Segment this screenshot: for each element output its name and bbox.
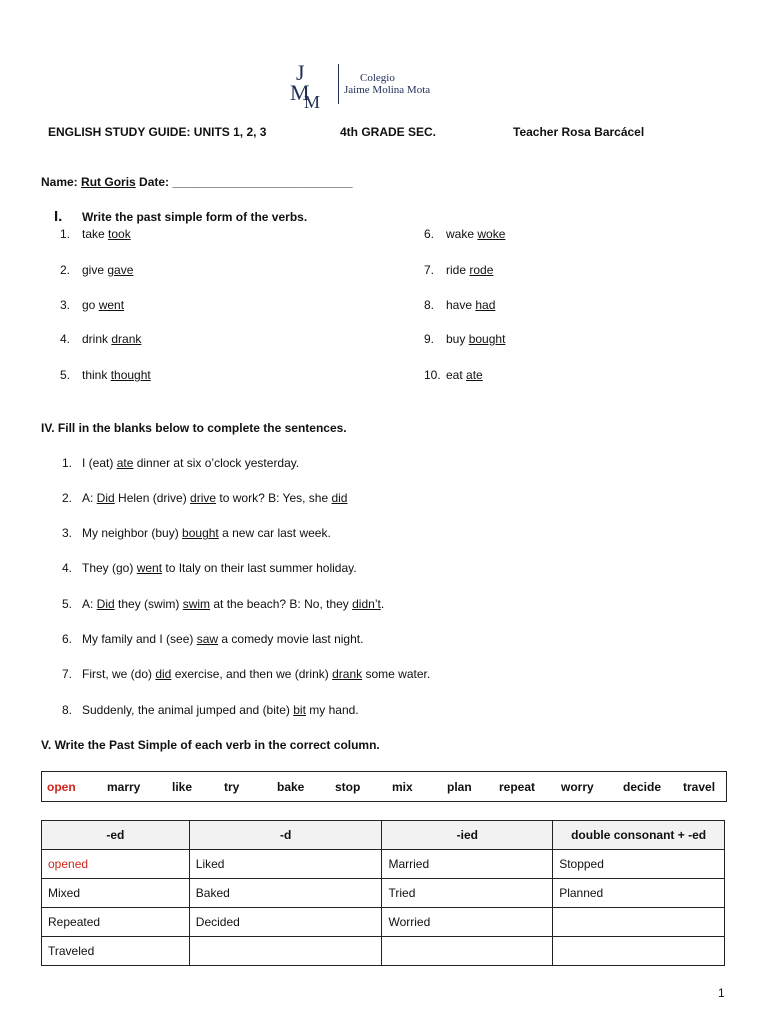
sentence-fragment: some water. bbox=[362, 667, 431, 681]
word-bank-item: like bbox=[172, 780, 193, 794]
word-bank-item: plan bbox=[447, 780, 472, 794]
verb-item-number: 2. bbox=[60, 263, 71, 277]
verb-item bbox=[82, 263, 133, 277]
sentence-fragment: I (eat) bbox=[82, 456, 117, 470]
section5-title: V. Write the Past Simple of each verb in the correct column. bbox=[41, 738, 380, 752]
sentence-number: 8. bbox=[62, 703, 73, 717]
section1-numeral: I. bbox=[54, 208, 63, 225]
sentence-text bbox=[82, 561, 357, 575]
sentence-fragment: . bbox=[380, 597, 385, 611]
sentence-number: 3. bbox=[62, 526, 73, 540]
answer-blank: went bbox=[136, 561, 163, 575]
verb-base: have bbox=[446, 298, 473, 312]
guide-title: ENGLISH STUDY GUIDE: UNITS 1, 2, 3 bbox=[48, 125, 267, 139]
verb-item-number: 1. bbox=[60, 227, 71, 241]
answer-blank: Did bbox=[96, 597, 115, 611]
verb-item-number: 8. bbox=[424, 298, 435, 312]
column-header: -d bbox=[189, 821, 382, 850]
table-cell: Worried bbox=[382, 908, 553, 937]
column-header: double consonant + -ed bbox=[553, 821, 725, 850]
verb-item-number: 9. bbox=[424, 332, 435, 346]
verb-answer: gave bbox=[107, 263, 134, 277]
svg-text:J: J bbox=[296, 60, 305, 85]
verb-answer: ate bbox=[466, 368, 483, 382]
verb-item-number: 10. bbox=[424, 368, 441, 382]
teacher-label: Teacher Rosa Barcácel bbox=[513, 125, 645, 139]
sentence-fragment: They (go) bbox=[82, 561, 137, 575]
verb-item-number: 5. bbox=[60, 368, 71, 382]
sentence-fragment: they (swim) bbox=[114, 597, 183, 611]
verb-base: give bbox=[82, 263, 105, 277]
answer-blank: bit bbox=[293, 703, 306, 717]
name-label: Name: bbox=[41, 175, 78, 189]
table-cell bbox=[189, 937, 382, 966]
verb-base: think bbox=[82, 368, 108, 382]
word-bank-item: stop bbox=[335, 780, 361, 794]
date-label: Date: bbox=[139, 175, 170, 189]
answer-blank: drive bbox=[190, 491, 217, 505]
word-bank-item: repeat bbox=[499, 780, 536, 794]
verb-base: buy bbox=[446, 332, 466, 346]
answer-blank: saw bbox=[196, 632, 219, 646]
verb-answer: went bbox=[98, 298, 125, 312]
word-bank-item: open bbox=[47, 780, 76, 794]
word-bank-item: bake bbox=[277, 780, 305, 794]
verb-item bbox=[446, 298, 495, 312]
table-cell bbox=[382, 937, 553, 966]
answer-blank: did bbox=[331, 491, 348, 505]
table-cell bbox=[553, 908, 725, 937]
verb-item bbox=[82, 332, 141, 346]
sentence-fragment: Helen (drive) bbox=[114, 491, 191, 505]
verb-base: go bbox=[82, 298, 96, 312]
sentence-text bbox=[82, 597, 384, 611]
verb-item-number: 4. bbox=[60, 332, 71, 346]
answer-blank: bought bbox=[182, 526, 219, 540]
table-cell: Planned bbox=[553, 879, 725, 908]
table-cell: Decided bbox=[189, 908, 382, 937]
verb-item bbox=[82, 368, 151, 382]
sentence-fragment: First, we (do) bbox=[82, 667, 156, 681]
sentence-fragment: my hand. bbox=[305, 703, 359, 717]
sentence-fragment: My neighbor (buy) bbox=[82, 526, 183, 540]
column-header: -ed bbox=[42, 821, 190, 850]
column-header: -ied bbox=[382, 821, 553, 850]
verb-item bbox=[82, 298, 124, 312]
verb-base: eat bbox=[446, 368, 463, 382]
verb-item bbox=[446, 332, 505, 346]
answer-blank: did bbox=[155, 667, 172, 681]
table-row bbox=[42, 850, 725, 879]
sentence-text bbox=[82, 526, 331, 540]
name-value: Rut Goris bbox=[81, 175, 136, 189]
sentence-fragment: a comedy movie last night. bbox=[218, 632, 364, 646]
verb-answer: took bbox=[108, 227, 131, 241]
section1-instruction: Write the past simple form of the verbs. bbox=[82, 210, 308, 224]
table-cell: Mixed bbox=[42, 879, 190, 908]
table-cell: Baked bbox=[189, 879, 382, 908]
sentence-fragment: My family and I (see) bbox=[82, 632, 197, 646]
verb-item-number: 3. bbox=[60, 298, 71, 312]
school-logo bbox=[290, 58, 450, 110]
sentence-fragment: exercise, and then we (drink) bbox=[171, 667, 333, 681]
verb-base: take bbox=[82, 227, 105, 241]
table-cell: Repeated bbox=[42, 908, 190, 937]
sentence-fragment: to Italy on their last summer holiday. bbox=[162, 561, 357, 575]
word-bank-item: worry bbox=[561, 780, 594, 794]
sentence-number: 5. bbox=[62, 597, 73, 611]
verb-item bbox=[82, 227, 131, 241]
sentence-text bbox=[82, 456, 299, 470]
word-bank-item: travel bbox=[683, 780, 716, 794]
sentence-text bbox=[82, 667, 430, 681]
answer-table bbox=[41, 820, 725, 966]
sentence-fragment: dinner at six o’clock yesterday. bbox=[133, 456, 300, 470]
verb-item bbox=[446, 263, 493, 277]
answer-blank: didn’t bbox=[352, 597, 381, 611]
sentence-number: 7. bbox=[62, 667, 73, 681]
answer-blank: drank bbox=[332, 667, 363, 681]
sentence-text bbox=[82, 632, 363, 646]
verb-item-number: 7. bbox=[424, 263, 435, 277]
verb-item bbox=[446, 368, 483, 382]
logo-line2: Jaime Molina Mota bbox=[344, 84, 431, 96]
verb-answer: had bbox=[475, 298, 496, 312]
table-cell bbox=[553, 937, 725, 966]
page-number: 1 bbox=[718, 986, 725, 1000]
table-cell: opened bbox=[42, 850, 190, 879]
table-cell: Traveled bbox=[42, 937, 190, 966]
sentence-fragment: Suddenly, the animal jumped and (bite) bbox=[82, 703, 294, 717]
sentence-fragment: at the beach? B: No, they bbox=[210, 597, 353, 611]
answer-blank: Did bbox=[96, 491, 115, 505]
verb-base: wake bbox=[446, 227, 475, 241]
word-bank-item: mix bbox=[392, 780, 413, 794]
verb-base: ride bbox=[446, 263, 467, 277]
verb-base: drink bbox=[82, 332, 109, 346]
table-row bbox=[42, 937, 725, 966]
sentence-fragment: to work? B: Yes, she bbox=[216, 491, 332, 505]
date-blank: ___________________________ bbox=[172, 175, 353, 189]
sentence-text bbox=[82, 703, 359, 717]
table-cell: Married bbox=[382, 850, 553, 879]
sentence-number: 4. bbox=[62, 561, 73, 575]
logo-divider bbox=[338, 64, 339, 104]
word-bank-item: try bbox=[224, 780, 240, 794]
word-bank-item: marry bbox=[107, 780, 141, 794]
table-cell: Liked bbox=[189, 850, 382, 879]
logo-line1: Colegio bbox=[360, 72, 395, 84]
table-row bbox=[42, 908, 725, 937]
monogram-icon bbox=[290, 58, 334, 110]
sentence-text bbox=[82, 491, 347, 505]
section4-title: IV. Fill in the blanks below to complete the sentences. bbox=[41, 421, 347, 435]
verb-answer: drank bbox=[111, 332, 142, 346]
table-cell: Stopped bbox=[553, 850, 725, 879]
name-line bbox=[41, 175, 353, 189]
verb-answer: rode bbox=[469, 263, 494, 277]
svg-text:M: M bbox=[290, 80, 310, 105]
verb-item bbox=[446, 227, 505, 241]
table-row bbox=[42, 879, 725, 908]
verb-item-number: 6. bbox=[424, 227, 435, 241]
sentence-fragment: A: bbox=[82, 597, 97, 611]
sentence-fragment: A: bbox=[82, 491, 97, 505]
grade-label: 4th GRADE SEC. bbox=[340, 125, 437, 139]
answer-blank: swim bbox=[182, 597, 211, 611]
table-header-row bbox=[42, 821, 725, 850]
word-bank-item: decide bbox=[623, 780, 662, 794]
answer-blank: ate bbox=[116, 456, 134, 470]
verb-answer: woke bbox=[477, 227, 506, 241]
svg-text:M: M bbox=[304, 92, 321, 110]
sentence-number: 6. bbox=[62, 632, 73, 646]
sentence-number: 1. bbox=[62, 456, 73, 470]
word-bank-box bbox=[41, 771, 727, 802]
verb-answer: thought bbox=[110, 368, 151, 382]
verb-answer: bought bbox=[468, 332, 506, 346]
sentence-fragment: a new car last week. bbox=[218, 526, 331, 540]
table-cell: Tried bbox=[382, 879, 553, 908]
sentence-number: 2. bbox=[62, 491, 73, 505]
